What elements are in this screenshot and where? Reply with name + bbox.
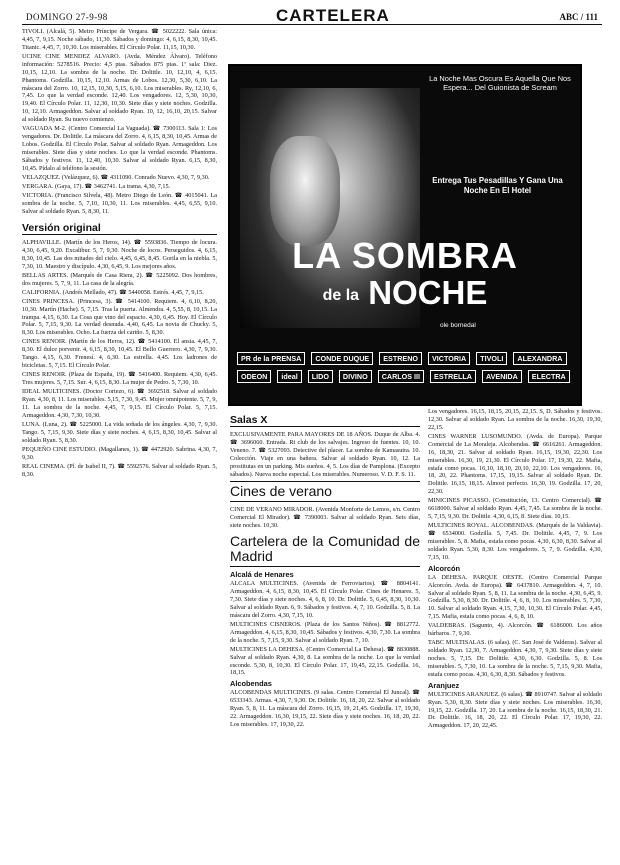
poster-title-noche: NOCHE [368,274,488,311]
listing-item: BELLAS ARTES. (Marqués de Casa Riera, 2). ☎ 5225092. Dos hombres, dos mujeres. 5, 7, 9, 11. La casa de la alegría. [22,271,217,287]
listing-item: PEQUEÑO CINE ESTUDIO. (Magallanes, 1). ☎ 4472920. Sabrina. 4,30, 7, 9,30. [22,445,217,461]
listing-item: MULTICINES ARANJUEZ. (6 salas). ☎ 8910747. Salvar al soldado Ryan. 5,30, 8,30. Siete días y siete noches. Los miserables. 16,30, 19,15, 22. Godzilla. 17, 20. La sombra de la noche. 16,15, 18,30, 21. Dr. Dolittle. 16, 18, 20, 22. El Círculo Polar. 17, 19,30, 22. Armageddon. 17, 20, 22,45. [428,690,602,730]
listing-item: Los vengadores. 16,15, 18,15, 20,15, 22,15. S, D. Sábados y festivos. 12,30. Salvar al soldado Ryan. La sombra de la noche. 16,30, 19,30, 22,15. [428,408,602,431]
poster-promo: Entrega Tus Pesadillas Y Gana Una Noche En El Hotel [432,176,563,195]
salas-x-text: EXCLUSIVAMENTE PARA MAYORES DE 18 AÑOS. Duque de Alba. 4. ☎ 3696060. Entrada. Rt club de los salvajes. Ingreso de fuentes. 10, 10. Veneno. 7. ☎ 5327093. Detective del placer. La sombra de Kamasutra. 10. Colección. Viaje en una bañera. Salvar al soldado Ryan. 10, 12. La prostitutas en un parking. Mis sueños. 4, 5. Los días de Pamplona. (Excepto sábados). Nueva noche especial. Los miserables. Numeroso. V. D. F. S. 11. [230,431,420,478]
listing-item: TIVOLI. (Alcalá, 5). Metro Príncipe de Vergara. ☎ 5022222. Sala única: 4,45, 7, 9,15. Noche sábado, 11,30. Sábados y domingo: 4, 6,15, 8,30, 10,45. Titanic. 4,45, 7, 10,30. Los miserables. El Círculo Polar. 11,15, 10,30. [22,28,217,51]
listing-item: LA DEHESA. PARQUE OESTE. (Centro Comercial Parque Alcorcón. Avda. de Europa). ☎ 6437810. Armageddon. 4, 7, 10. Salvar al soldado Ryan. 5, 8, 11. La sombra de la noche. 4,30, 6,45, 9. Godzilla. 5,30, 8,30. Dr. Dolittle. 4, 6, 8, 10. Los miserables. 5, 7,30, 10. Salvar al soldado Ryan. 4,15, 7,30, 10,30. El Círculo Polar. 4,45, 7,15. Mafia, estafa como pocas. 4, 6, 8, 10. [428,573,602,621]
listing-item: ALPHAVILLE. (Martín de los Heros, 14). ☎ 5593836. Tiempo de locura. 4,30, 6,45, 9,20. Excalibur. 5, 7, 9,30. Noche de locos. Perseguidos. 4, 6,15, 8,30, 10,45. Las dos mitades del cielo. 4,45, 6,45, 8,45. Gorila en la niebla. 5, 7,30, 10. Maestro y discípulo. 4,30, 6,45, 9. Los mejores años. [22,238,217,270]
movie-poster-ad [228,64,582,406]
theatre-logo: ELECTRA [528,370,570,383]
listing-item: REAL CINEMA. (Pl. de Isabel II, 7). ☎ 5592576. Salvar al soldado Ryan. 5, 8,30. [22,462,217,478]
listing-item: VAGUADA M-2. (Centro Comercial La Vaguada). ☎ 7300113. Sala 1: Los vengadores. Dr. Dolittle. La máscara del Zorro. 4, 6,15, 8,30, 10,45. Armas de Lobos. Godzilla. El Círculo Polar. Salvar al soldado Ryan. Armageddon. Los miserables. Siete días y siete noches. Lo que la verdad esconde. Phantoms. Sábados y festivos. 11, 12,40, 10,30. Salvar al soldado Ryan. 6,15, 8,30, 10,45. Pídalo al teléfono la sesión. [22,125,217,172]
listing-item: VELAZQUEZ. (Velázquez, 6). ☎ 4311090. Conrado Nuevo. 4,30, 7, 9,30. [22,173,210,181]
listings-estrenos [22,28,217,216]
theatre-logo: AVENIDA [482,370,522,383]
page-number: ABC / 111 [559,12,598,22]
theatre-logo: LIDO [308,370,333,383]
listing-item: CINES RENOIR. (Plaza de España, 19). ☎ 5416400. Requiem. 4,30, 6,45. Tres mujeres. 5, 7,15. Sur. 4, 6,15, 8,30. La mujer de Pedro. 5, 7,30, 10. [22,371,217,387]
listing-royal: MULTICINES ROYAL. ALCOBENDAS. (Marqués de la Valdavia). ☎ 6534000. Godzilla. 5, 7,45. Dr. Dolittle. 4,45, 7, 9. Los miserables. 5, 8. Mafia, estafa como pocas. 4,30, 6,30, 8,30. Salvar al soldado Ryan. 5,30, 8,30. Los vengadores. 5, 7, 9. Godzilla. 4,30, 7,15, 10. [428,522,602,561]
listing-warner: CINES WARNER LUSOMUNDO. (Avda. de Europa). Parque Comercial de La Moraleja. Alcobendas. ☎ 6616261. Armageddon. 16, 18,30, 21. Salvar al soldado Ryan. 16,15, 19,30, 22,30. Los miserables. 16,30, 19, 21,30. El Círculo Polar. 17, 19,30, 22. Mafia, estafa como pocas. 16,10, 18,10, 20,10, 22,10. Los vengadores. 16, 18, 20, 22. Phantoms. 17,15, 19,15. Salvar al soldado Ryan. Dr. Dolittle. 16,15, 18,15. Almost perfecto. 16,30, 19. Godzilla. 17, 20, 22,30. [428,432,602,496]
town-alcobendas: Alcobendas [230,679,272,689]
theatre-logo: TIVOLI [476,352,507,365]
verano-text: CINE DE VERANO MIRADOR. (Avenida Monforte de Lemos, s/n. Centro Comercial El Mirador). ☎ 7390003. Salvar al soldado Ryan. Seis días, siete noches. 10,30. [230,506,420,530]
listing-item: MULTICINES LA DEHESA. (Centro Comercial La Dehesa). ☎ 8830888. Salvar al soldado Ryan. 4,30, 8. La sombra de la noche. Lo que la verdad esconde. 5,30, 8, 10,30. El Círculo Polar. 17, 19,45, 22,15. Godzilla. 16, 18,15. [230,645,420,677]
section-comunidad-madrid: Cartelera de la Comunidad de Madrid [230,534,420,567]
listing-item: CINES PRINCESA. (Princesa, 3). ☎ 5414100. Requiem. 4, 6,10, 8,20, 10,30. Martín (Hache). 5, 7,15. Tras la puerta. Almendra. 4, 5,55, 8, 10,15. La trampa. 4,15, 6,30. La Cosa que vino del espacio. 4,30, 6,45. Hoy. El Círculo Polar. 5, 7,15, 9,30. La verdad desnuda. 4,40, 6,45. La novia de Chucky. 5, 8,30. Los miserables. Ocho. La fuerza del cariño. 5, 8,30. [22,297,217,337]
theatre-logo: ESTRELLA [430,370,476,383]
theatre-logo: VICTORIA [428,352,470,365]
listing-item: ALCALA MULTICINES. (Avenida de Ferroviarios). ☎ 8804141. Armageddon. 4, 6,15, 8,30, 10,45. El Círculo Polar. Cines de Henares. 5, 7,30. Siete días y siete noches. 4, 6, 8, 10. Dr. Dolittle. 5, 6,45, 8,30, 10,30. Salvar al soldado Ryan. 6, 9. Sábados y festivos. 4, 7, 10. Godzilla. 5, 8. La máscara del Zorro. 4,30, 7,15, 10. [230,580,420,619]
poster-director: ole bornedal [440,322,476,329]
theatre-logo: ODEON [237,370,271,383]
town-aranjuez: Aranjuez [428,680,460,690]
poster-tagline: La Noche Mas Oscura Es Aquella Que Nos Espera... Del Guionista de Scream [429,74,571,92]
theatre-logo: CARLOS III [378,370,424,383]
listing-tabc: TABC MULTISALAS. (6 salas). (C. San José de Valderas). Salvar al soldado Ryan. 12,30, 7. Armageddon. 4,30, 7, 9,30. Siete días y siete noches. 5, 7,15. Dr. Dolittle. 4,30, 6,30. Godzilla. 5, 8. Los miserables. 5, 7,30, 10. La sombra de la noche. 5, 7,15, 9,30. Mafia, estafa como pocas. 4,30, 6,30, 8,30. Sábados y festivos. [428,639,602,678]
poster-face-highlight [270,136,340,246]
listing-picasso: MINICINES PICASSO. (Constitución, 13. Centro Comercial). ☎ 6618000. Salvar al soldado Ryan. 4,45, 7,45. La sombra de la noche. 5, 7,15, 9,30. Dr. Dolittle. 4,30, 6,15, 8. Siete días. 10,15. [428,497,602,521]
listing-item: LUNA. (Luna, 2). ☎ 5225000. La vida soñada de los ángeles. 4,30, 7, 9,30. Tango. 5, 7,15, 9,30. Siete días y siete noches. 4, 6,15, 8,30, 10,45. Salvar al soldado Ryan. 5, 8,30. [22,421,217,444]
poster-title-line1: LA SOMBRA [292,235,518,276]
theatre-logo: DIVINO [339,370,372,383]
poster-title-line2 [230,276,580,312]
section-version-original: Versión original [22,222,217,235]
listings-version-original [22,239,217,479]
column-left [22,28,217,858]
listing-item: CALIFORNIA. (Andrés Mellado, 47). ☎ 5440058. Estrés. 4,45, 7, 9,15. [22,288,204,296]
section-cines-verano: Cines de verano [230,481,420,502]
listing-item: ALCOBENDAS MULTICINES. (9 salas. Centro Comercial El Juncal). ☎ 6533343. Armas. 4,30, 7, 9,30. Dr. Dolittle. 16, 18, 20, 22. Salvar al soldado Ryan. 5, 8, 11. La máscara del Zorro. 16,15, 19, 21,45. Godzilla. 17, 19,30, 22. Armageddon. 16,30, 19,15, 22. Siete días y siete noches. 16, 18, 20, 22. Los miserables. 17, 19,30, 22. [230,689,420,728]
listing-item: MULTICINES CISNEROS. (Plaza de los Santos Niños). ☎ 8812772. Armageddon. 4, 6,15, 8,30, 10,45. Sábados y festivos. 4,30, 7,30. La sombra de la noche. 5, 7,15, 9,30. Salvar al soldado Ryan. 7, 10. [230,620,420,644]
theatre-logo: CONDE DUQUE [311,352,373,365]
town-alcala: Alcalá de Henares [230,570,294,580]
listing-item: CINES RENOIR. (Martín de los Heros, 12). ☎ 5414100. El ansia. 4,45, 7, 8,30. El dulce porvenir. 4, 6,15, 8,30, 10,45. El Bello Guerrero. 4,30, 7, 9,30. Tango. 4,15, 6,30. Frenesí. 4, 6,30. La estrella. 4,45. Los ladrones de bicicletas. 5, 7,15. El Círculo Polar. [22,338,217,370]
listing-item: VERGARA. (Gaya, 17). ☎ 3462741. La trama. 4,30, 7,15. [22,182,171,190]
theatre-logo: PR de la PRENSA [237,352,305,365]
section-title: CARTELERA [276,6,390,25]
column-right [428,408,602,858]
listing-item: UCINE CINE MENDEZ ALVARO. (Avda. Méndez Álvaro). Teléfono información: 5278516. Precio: 4,5 ptas. Sábados 875 ptas. 1ª sala: Diez. 10,15, 12,10. La sombra de la noche. Dr. Dolittle. 10, 12,10, 4, 6,15. Phantoms. Godzilla. 10,15, 12,10. Armas de Lobos. 12,30, 5,30, 6,10. La máscara del Zorro. 10, 12,15, 10,30, 5,15, 6,10. Los miserables. Ry, 12,10, 6, 7,45. Lo que la verdad esconde. 12,40. Los vengadores. 12, 5,30, 10,30, 19,40. El Círculo Polar. 11, 12,30, 10,30. Siete días y siete noches. Godzilla. 10, 12,10. Armageddon. Salvar al soldado Ryan. 10, 12, 16,10, 20,15. Salvar al soldado Ryan. Su nuevo comienzo. [22,52,217,124]
issue-date: DOMINGO 27-9-98 [26,12,108,22]
town-alcorcon: Alcorcón [428,563,461,573]
theatre-logo: ESTRENO [379,352,422,365]
theatre-logo: ideal [277,370,301,383]
poster-title-de-la: de la [322,286,360,304]
theatre-logo: ALEXANDRA [513,352,566,365]
listing-item: VICTORIA. (Francisco Silvela, 48). Metro Diego de León. ☎ 4015041. La sombra de la noche. 5, 7,10, 10,30, 11. Los miserables. 4,45, 6,55, 9,10. Salvar al soldado Ryan. 5, 8,30, 11. [22,192,217,215]
listing-item: IDEAL MULTICINES. (Doctor Cortezo, 6). ☎ 3692518. Salvar al soldado Ryan. 4,30, 8, 11. Los miserables. 5,15, 7,30, 9,45. Mujer omnipotente. 5, 7, 9, 11. La sombra de la noche. 4,45, 7, 9,15. El Círculo Polar. 5, 7,15. Armageddon. 4,30, 7,30, 10,30. [22,388,217,419]
section-salas-x: Salas X [230,414,420,427]
header-rule [22,24,602,25]
column-middle [230,408,420,858]
poster-theatre-list [236,348,572,384]
listing-item: VALDEBRAS. (Sagunto, 4). Alcorcón. ☎ 6186000. Los años bárbaros. 7, 9,30. [428,622,602,638]
